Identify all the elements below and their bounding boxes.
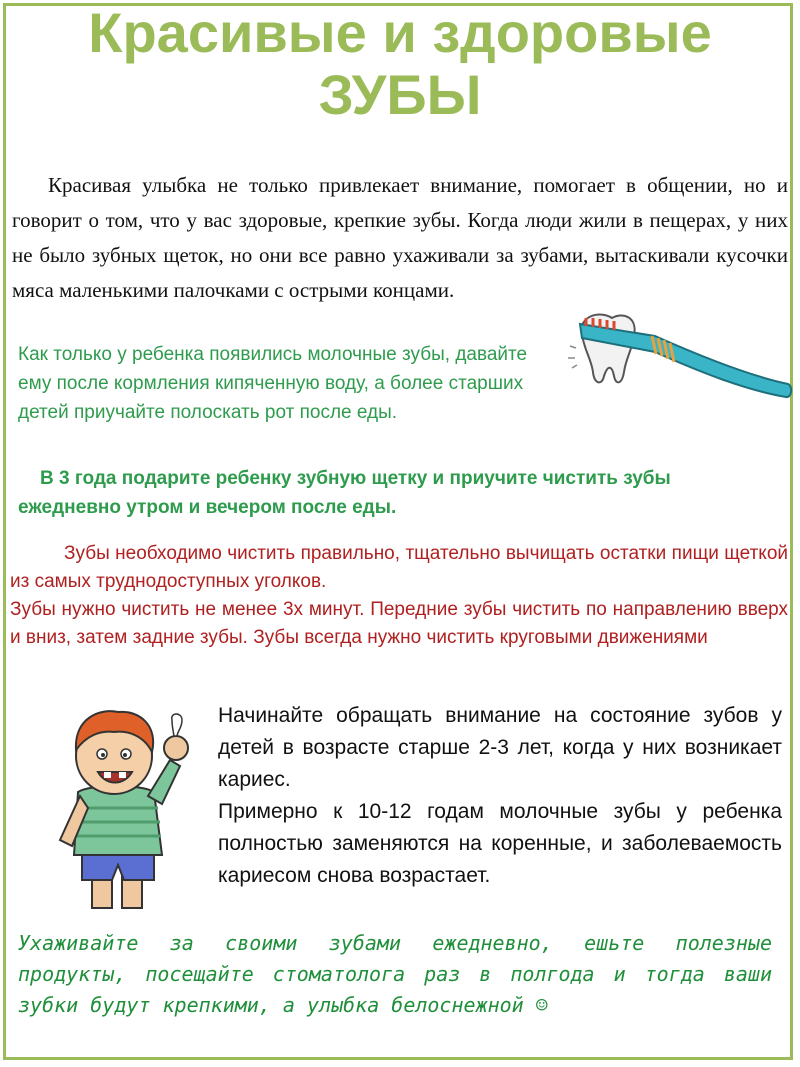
title-line-2: ЗУБЫ xyxy=(318,63,482,126)
page-title xyxy=(0,2,800,126)
caries-paragraph-1: Начинайте обращать внимание на состояние зубов у детей в возрасте старше 2-3 лет, когда у них возникает кариес. xyxy=(218,704,782,791)
brushing-instructions xyxy=(10,540,788,652)
milk-teeth-tip: Как только у ребенка появились молочные зубы, давайте ему после кормления кипяченную воду, а более старших детей приучайте полоскать рот после еды. xyxy=(18,344,528,423)
tooth-in-hand-icon xyxy=(172,714,182,736)
toothbrush-tooth-illustration xyxy=(560,306,795,416)
age-3-tip: В 3 года подарите ребенку зубную щетку и приучите чистить зубы ежедневно утром и вечером после еды. xyxy=(18,468,671,518)
intro-paragraph: Красивая улыбка не только привлекает внимание, помогает в общении, но и говорит о том, что у вас здоровые, крепкие зубы. Когда люди жили в пещерах, у них не было зубных щеток, но они все равно ухаживали за зубами, вытаскивали кусочки мяса маленькими палочками с острыми концами. xyxy=(12,173,788,302)
caries-paragraph-2: Примерно к 10-12 годам молочные зубы у ребенка полностью заменяются на коренные, и заболеваемость кариесом снова возрастает. xyxy=(218,800,782,887)
brushing-paragraph-1: Зубы необходимо чистить правильно, тщательно вычищать остатки пищи щеткой из самых труднодоступных уголков. xyxy=(10,543,788,592)
final-advice: Ухаживайте за своими зубами ежедневно, ешьте полезные продукты, посещайте стоматолога раз в полгода и тогда ваши зубки будут крепкими, а улыбка белоснежной ☺ xyxy=(18,931,772,1017)
caries-info xyxy=(218,700,782,892)
title-line-1: Красивые и здоровые xyxy=(88,1,712,64)
brushing-paragraph-2: Зубы нужно чистить не менее 3х минут. Передние зубы чистить по направлению вверх и вниз, затем задние зубы. Зубы всегда нужно чистить круговыми движениями xyxy=(10,599,788,648)
smiling-boy-illustration xyxy=(30,700,200,920)
